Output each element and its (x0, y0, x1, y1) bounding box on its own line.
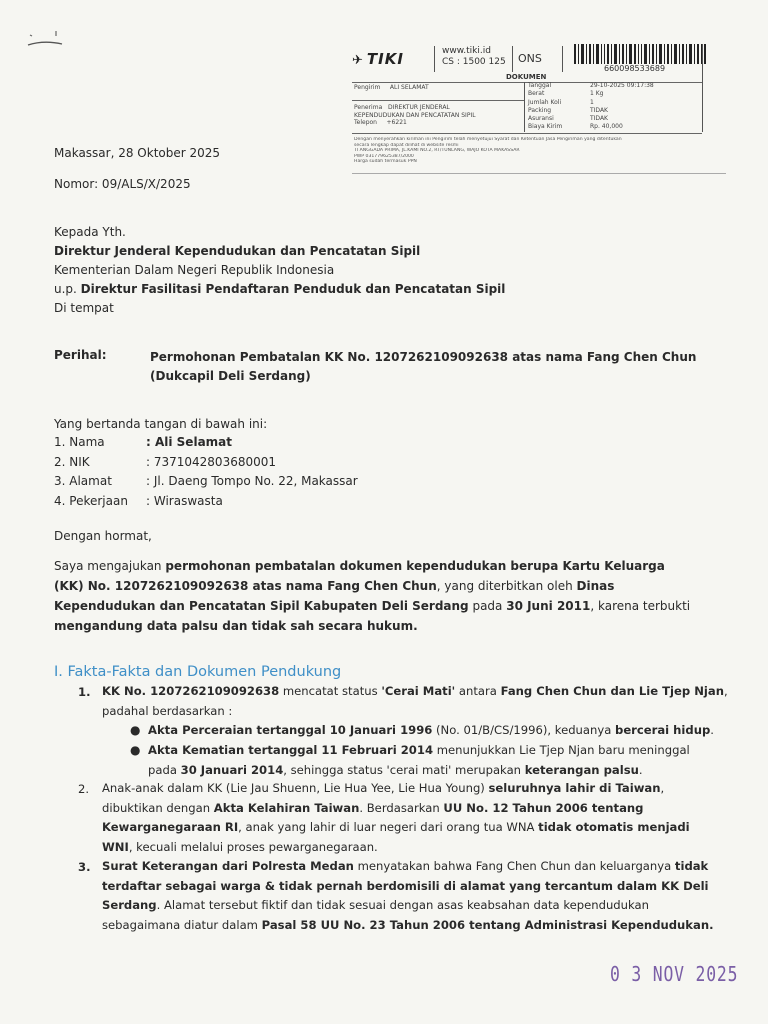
plane-icon: ✈ (352, 53, 364, 68)
list-item: Akta Kematian tertanggal 11 Februari 2014 menunjukkan Lie Tjep Njan baru meninggal pada 30 Januari 2014, sehingga status 'cerai mati' merupakan keterangan palsu. (148, 743, 690, 777)
signer-intro: Yang bertanda tangan di bawah ini: (54, 417, 268, 431)
label-doc-type: DOKUMEN (506, 73, 547, 81)
recipient-title: Direktur Jenderal Kependudukan dan Pencatatan Sipil (54, 244, 421, 258)
shipping-label (346, 40, 726, 174)
barcode-number: 660098533689 (604, 64, 666, 73)
list-item: Surat Keterangan dari Polresta Medan menyatakan bahwa Fang Chen Chun dan keluarganya tidak terdaftar sebagai warga & tidak pernah berdomisili di alamat yang tercantum dalam KK Deli Serdang. Alamat tersebut fiktif dan tidak sesuai dengan asas keabsahan data kependudukan sebagaimana diatur dalam Pasal 58 UU No. 23 Tahun 2006 tentang Administrasi Kependudukan. (102, 859, 714, 932)
place-date: Makassar, 28 Oktober 2025 (54, 146, 221, 160)
bullet-icon: ● (130, 723, 141, 737)
list-item: Akta Perceraian tertanggal 10 Januari 1996 (No. 01/B/CS/1996), keduanya bercerai hidup. (148, 723, 714, 737)
courier-website: www.tiki.id (442, 46, 491, 56)
detail-row: Tanggal 29-10-2025 09:17:38 (528, 82, 654, 89)
courier-cs-number: CS : 1500 125 (442, 57, 506, 67)
letter-number: Nomor: 09/ALS/X/2025 (54, 177, 191, 191)
received-date-stamp: 0 3 NOV 2025 (610, 962, 739, 986)
item-number: 1. (78, 685, 91, 699)
item-number: 3. (78, 860, 91, 874)
sender-row: Pengirim ALI SELAMAT (354, 84, 429, 91)
bullet-icon: ● (130, 743, 141, 757)
recipient-ministry: Kementerian Dalam Negeri Republik Indonesia (54, 263, 335, 277)
label-footnotes: Dengan menyerahkan kiriman ini Pengirim telah menyetujui Syarat dan Ketentuan Jasa Pengiriman yang ditentukan secara lengkap dapat dilihat di website resmi TI ANGGADA PRIMA, JL.KAMI NO.2, RT/TUNLANG, WAJO KOTA MAKASSAR PWP 031779625387/2000 Harga sudah termasuk PPN (354, 137, 622, 165)
field-name: 1. Nama : Ali Selamat (54, 435, 232, 449)
greeting: Dengan hormat, (54, 529, 152, 543)
shipment-details (528, 82, 654, 132)
barcode-icon (574, 44, 706, 64)
service-type: ONS (518, 52, 542, 65)
recipient-up: u.p. Direktur Fasilitasi Pendaftaran Penduduk dan Pencatatan Sipil (54, 282, 506, 296)
list-item: KK No. 1207262109092638 mencatat status 'Cerai Mati' antara Fang Chen Chun dan Lie Tjep Njan, padahal berdasarkan : (102, 684, 728, 718)
detail-row: Berat 1 Kg (528, 90, 604, 98)
detail-row: Asuransi TIDAK (528, 115, 608, 123)
to-line: Kepada Yth. (54, 225, 126, 239)
tiki-logo: ✈ TIKI (352, 50, 404, 68)
detail-row: Packing TIDAK (528, 106, 608, 114)
item-number: 2. (78, 782, 90, 796)
detail-row: Biaya Kirim Rp. 40,000 (528, 123, 623, 131)
recipient-place: Di tempat (54, 301, 114, 315)
field-nik: 2. NIK : 7371042803680001 (54, 455, 277, 469)
opening-paragraph: Saya mengajukan permohonan pembatalan dokumen kependudukan berupa Kartu Keluarga (KK) No. 1207262109092638 atas nama Fang Chen Chun, yang diterbitkan oleh Dinas Kependudukan dan Pencatatan Sipil Kabupaten Deli Serdang pada 30 Juni 2011, karena terbukti mengandung data palsu dan tidak sah secara hukum. (54, 559, 691, 633)
subject-label: Perihal: (54, 348, 107, 362)
recipient-block: Penerima DIREKTUR JENDERAL KEPENDUDUKAN DAN PENCATATAN SIPIL Telepon +6221 (354, 104, 476, 126)
section-title: I. Fakta-Fakta dan Dokumen Pendukung (54, 664, 342, 680)
pen-mark-icon (26, 28, 64, 48)
detail-row: Jumlah Koli 1 (528, 98, 594, 106)
list-item: Anak-anak dalam KK (Lie Jau Shuenn, Lie Hua Yee, Lie Hua Young) seluruhnya lahir di Taiwan, dibuktikan dengan Akta Kelahiran Taiwan. Berdasarkan UU No. 12 Tahun 2006 tentang Kewarganegaraan RI, anak yang lahir di luar negeri dari orang tua WNA tidak otomatis menjadi WNI, kecuali melalui proses pewarganegaraan. (102, 781, 690, 854)
field-occupation: 4. Pekerjaan : Wiraswasta (54, 494, 223, 508)
field-address: 3. Alamat : Jl. Daeng Tompo No. 22, Makassar (54, 474, 358, 488)
courier-contact (442, 46, 506, 68)
subject-text: Permohonan Pembatalan KK No. 1207262109092638 atas nama Fang Chen Chun (Dukcapil Deli Serdang) (150, 350, 697, 383)
